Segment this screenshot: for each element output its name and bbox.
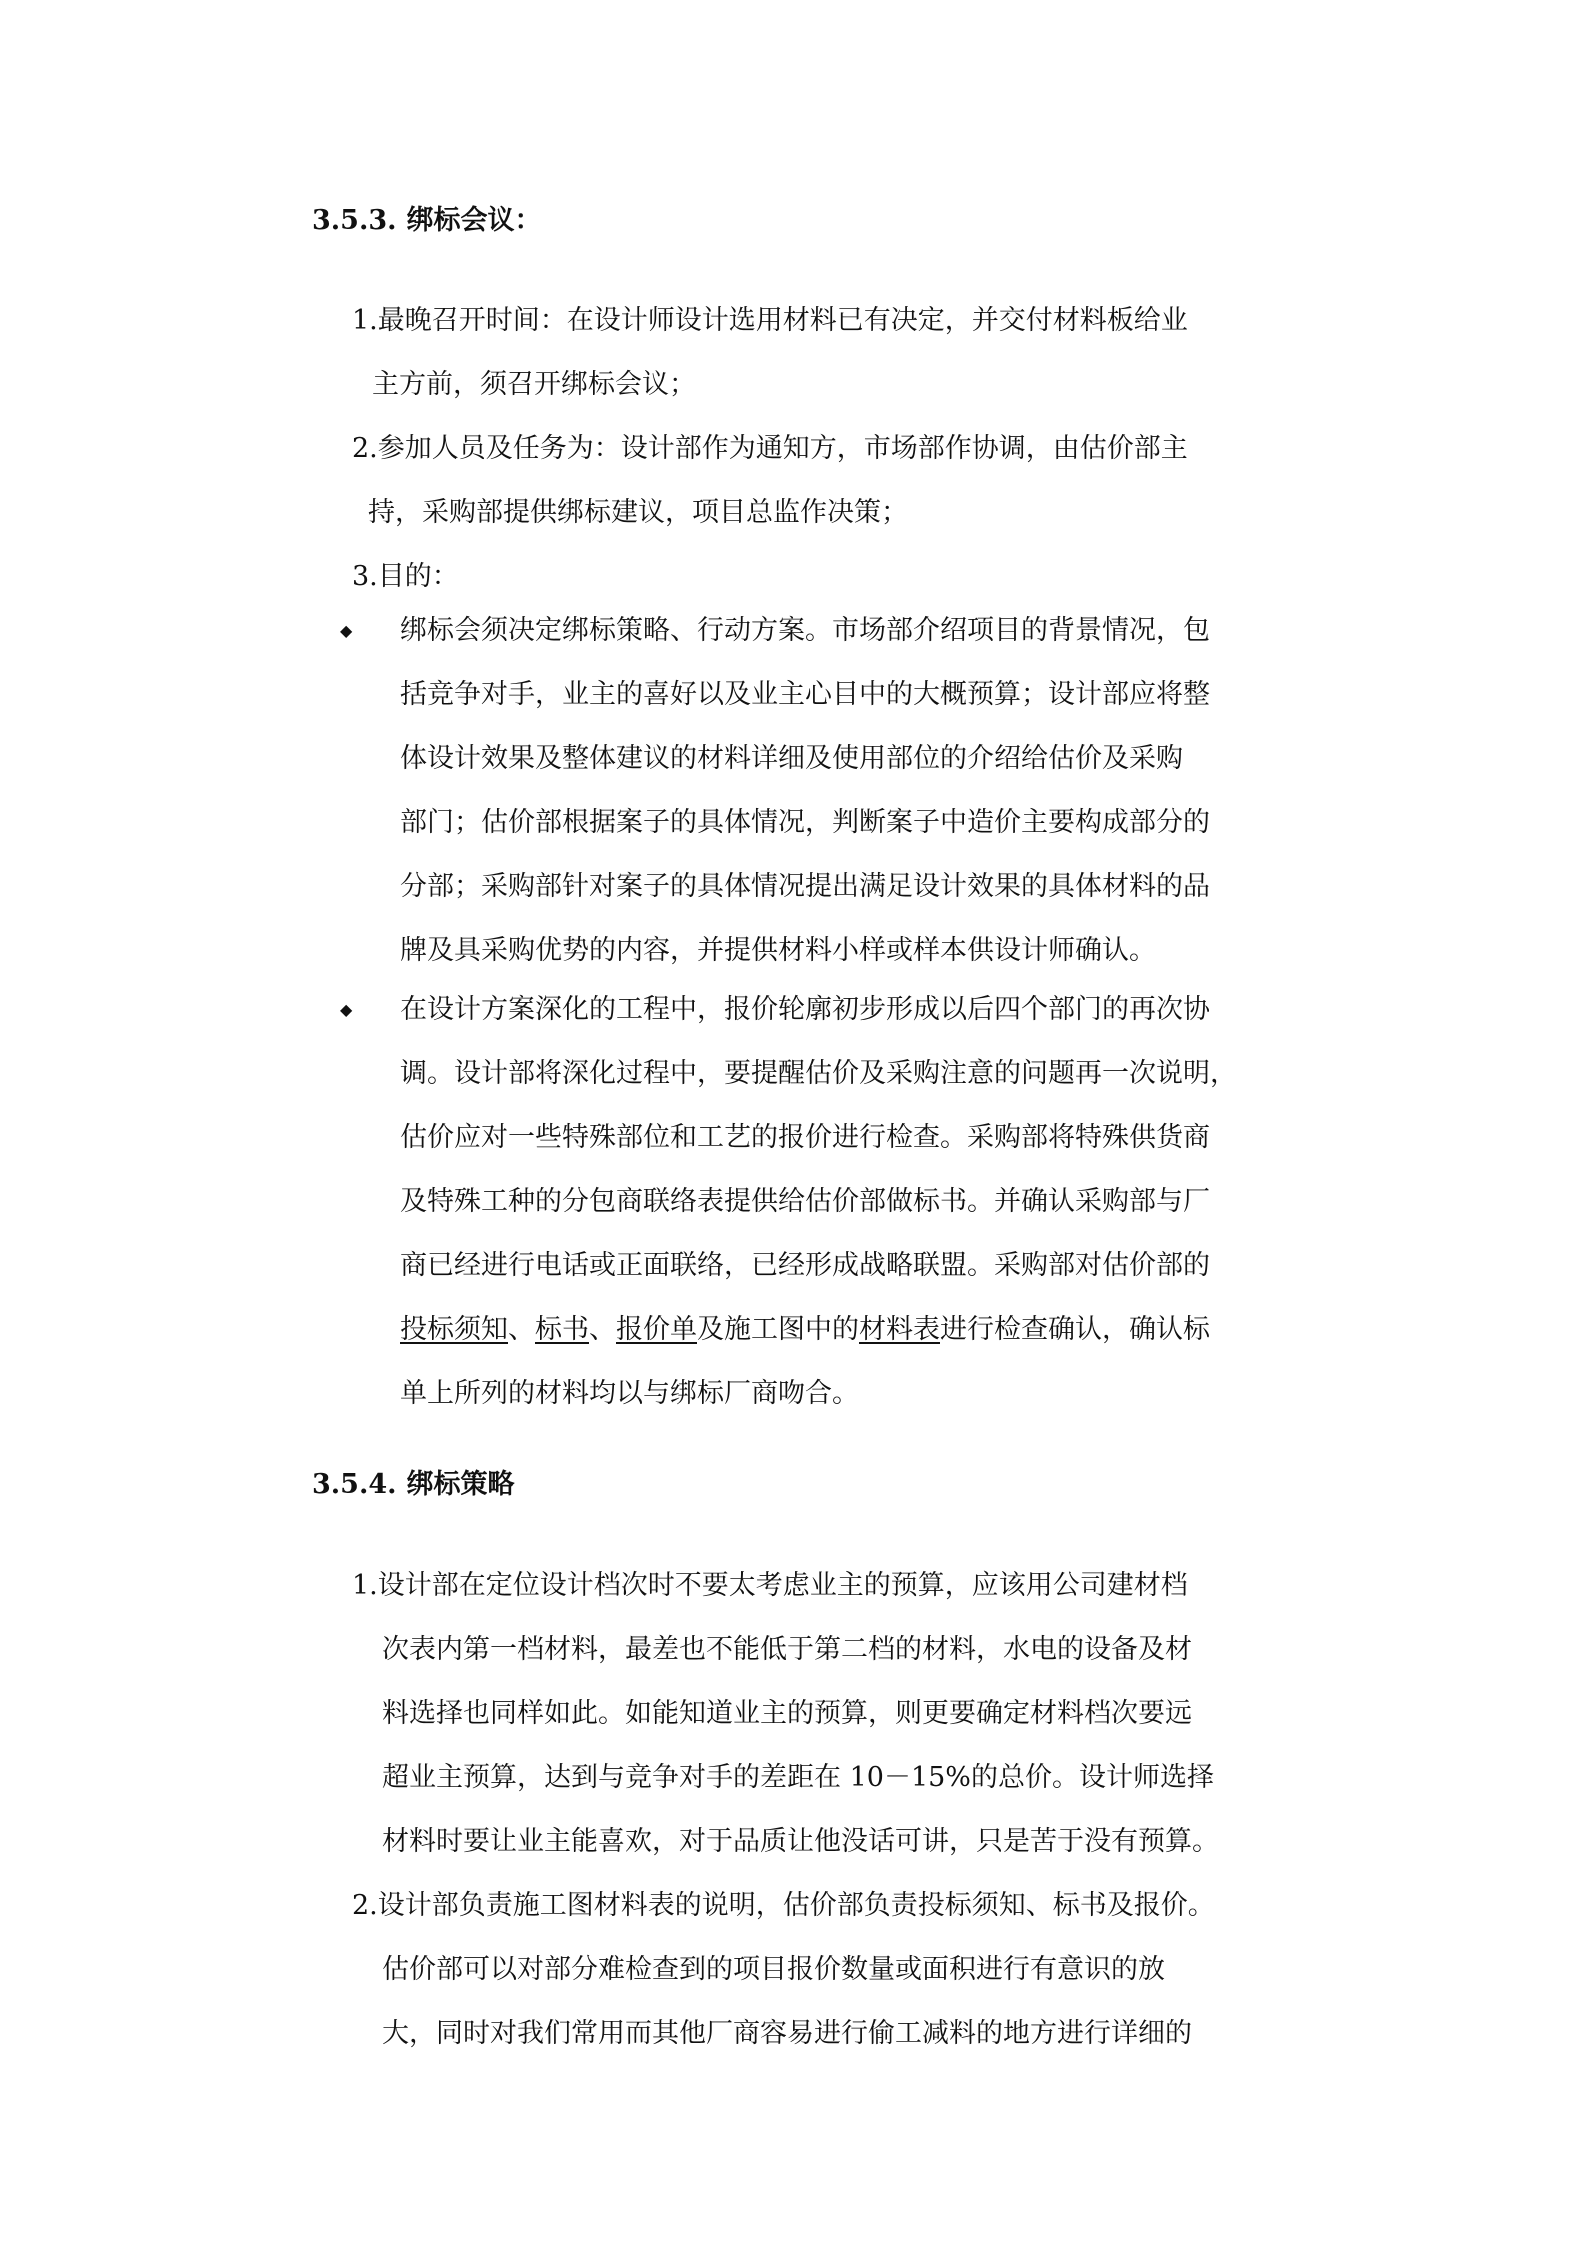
list-item-line: 超业主预算，达到与竞争对手的差距在 10－15%的总价。设计师选择: [382, 1762, 1214, 1793]
list-item-line: [352, 1570, 1188, 1602]
list-item-text: 参加人员及任务为：设计部作为通知方，市场部作协调，由估价部主: [377, 433, 1188, 464]
section-title: 绑标策略: [406, 1469, 515, 1500]
list-item-line: 估价部可以对部分难检查到的项目报价数量或面积进行有意识的放: [382, 1954, 1165, 1985]
list-item-line: 主方前，须召开绑标会议；: [372, 369, 696, 400]
bullet-line-underlined: [400, 1314, 1210, 1346]
section-number: 3.5.3.: [312, 205, 397, 236]
bullet-line: 调。设计部将深化过程中，要提醒估价及采购注意的问题再一次说明，: [400, 1058, 1237, 1089]
list-item-line: 材料时要让业主能喜欢，对于品质让他没话可讲，只是苦于没有预算。: [382, 1826, 1219, 1857]
diamond-bullet-icon: ◆: [340, 621, 353, 640]
section-title: 绑标会议：: [406, 205, 542, 236]
list-item-line: 料选择也同样如此。如能知道业主的预算，则更要确定材料档次要远: [382, 1698, 1192, 1729]
underlined-term: 材料表: [859, 1314, 940, 1345]
list-item-line: 大，同时对我们常用而其他厂商容易进行偷工减料的地方进行详细的: [382, 2018, 1192, 2049]
bullet-line: 商已经进行电话或正面联络，已经形成战略联盟。采购部对估价部的: [400, 1250, 1210, 1281]
list-item-text: 设计部负责施工图材料表的说明，估价部负责投标须知、标书及报价。: [377, 1890, 1215, 1921]
bullet-line: 单上所列的材料均以与绑标厂商吻合。: [400, 1378, 859, 1409]
list-item-text: 目的：: [377, 561, 459, 592]
underlined-term: 报价单: [616, 1314, 697, 1345]
section-heading-3-5-3: [312, 198, 542, 237]
list-marker: 2.: [352, 1890, 378, 1921]
section-number: 3.5.4.: [312, 1469, 397, 1500]
bullet-line: 在设计方案深化的工程中，报价轮廓初步形成以后四个部门的再次协: [400, 994, 1210, 1025]
list-item-line: [352, 305, 1188, 337]
bullet-line: 估价应对一些特殊部位和工艺的报价进行检查。采购部将特殊供货商: [400, 1122, 1210, 1153]
bullet-line: 分部；采购部针对案子的具体情况提出满足设计效果的具体材料的品: [400, 871, 1210, 902]
underlined-term: 标书: [535, 1314, 589, 1345]
list-marker: 3.: [352, 561, 378, 592]
bullet-line: 体设计效果及整体建议的材料详细及使用部位的介绍给估价及采购: [400, 743, 1183, 774]
list-item-line: 次表内第一档材料，最差也不能低于第二档的材料，水电的设备及材: [382, 1634, 1192, 1665]
bullet-line: 括竞争对手，业主的喜好以及业主心目中的大概预算；设计部应将整: [400, 679, 1210, 710]
list-item-text: 设计部在定位设计档次时不要太考虑业主的预算，应该用公司建材档: [377, 1570, 1188, 1601]
text-segment: 进行检查确认，确认标: [940, 1314, 1210, 1345]
list-marker: 1.: [352, 1570, 378, 1601]
underlined-term: 投标须知: [400, 1314, 508, 1345]
bullet-line: 牌及具采购优势的内容，并提供材料小样或样本供设计师确认。: [400, 935, 1156, 966]
list-item-line: [352, 1890, 1215, 1922]
bullet-line: 绑标会须决定绑标策略、行动方案。市场部介绍项目的背景情况，包: [400, 615, 1210, 646]
list-item-line: [352, 561, 459, 593]
text-segment: 、: [589, 1314, 616, 1345]
bullet-line: 部门；估价部根据案子的具体情况，判断案子中造价主要构成部分的: [400, 807, 1210, 838]
diamond-bullet-icon: ◆: [340, 1000, 353, 1019]
text-segment: 、: [508, 1314, 535, 1345]
list-item-line: 持，采购部提供绑标建议，项目总监作决策；: [368, 497, 908, 528]
list-item-text: 最晚召开时间：在设计师设计选用材料已有决定，并交付材料板给业: [377, 305, 1188, 336]
list-item-line: [352, 433, 1188, 465]
section-heading-3-5-4: [312, 1462, 515, 1501]
bullet-line: 及特殊工种的分包商联络表提供给估价部做标书。并确认采购部与厂: [400, 1186, 1210, 1217]
list-marker: 1.: [352, 305, 378, 336]
text-segment: 及施工图中的: [697, 1314, 859, 1345]
list-marker: 2.: [352, 433, 378, 464]
